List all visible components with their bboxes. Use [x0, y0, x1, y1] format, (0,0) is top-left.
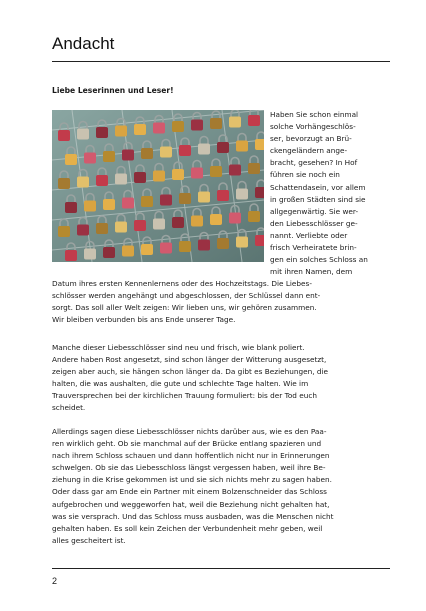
text-line: frisch Verheiratete brin- — [270, 243, 357, 253]
padlock-body — [84, 201, 96, 212]
padlock-body — [153, 171, 165, 182]
text-line: Trauversprechen bei der kirchlichen Trauung formuliert: bis der Tod euch — [52, 391, 317, 401]
padlock-body — [255, 187, 264, 198]
padlock-body — [217, 238, 229, 249]
padlock-body — [115, 222, 127, 233]
padlock-body — [65, 154, 77, 165]
text-line: allgegenwärtig. Sie wer- — [270, 206, 359, 216]
padlock-body — [141, 196, 153, 207]
padlock-body — [134, 220, 146, 231]
love-locks-illustration — [52, 110, 264, 262]
padlock-body — [229, 213, 241, 224]
padlock-body — [179, 241, 191, 252]
padlock-body — [248, 115, 260, 126]
padlock-body — [96, 127, 108, 138]
paragraph-2 — [52, 342, 392, 415]
text-line: ser, bevorzugt an Brü- — [270, 134, 352, 144]
padlock-body — [191, 216, 203, 227]
padlock-body — [134, 172, 146, 183]
padlock-body — [58, 226, 70, 237]
padlock-body — [65, 250, 77, 261]
padlock-body — [115, 174, 127, 185]
padlock-body — [248, 163, 260, 174]
padlock-body — [172, 217, 184, 228]
paragraph-3 — [52, 426, 392, 547]
text-line: ren wirklich geht. Ob sie manchmal auf der Brücke entlang spazieren und — [52, 439, 322, 449]
text-line: Allerdings sagen diese Liebesschlösser nichts darüber aus, wie es den Paa- — [52, 427, 327, 436]
text-line: Schattendasein, vor allem — [270, 182, 366, 192]
header-divider — [52, 61, 390, 62]
text-line: schwelgen. Ob sie das Liebesschloss längst vergessen haben, weil ihre Be- — [52, 463, 326, 473]
padlock-body — [65, 202, 77, 213]
page-number: 2 — [52, 576, 58, 586]
text-line: alles gescheitert ist. — [52, 535, 126, 545]
text-line: nannt. Verliebte oder — [270, 230, 348, 240]
text-line: mit ihren Namen, dem — [270, 267, 353, 277]
text-line: sorgt. Das soll aller Welt zeigen: Wir lieben uns, wir gehören zusammen. — [52, 303, 317, 313]
padlock-body — [84, 249, 96, 260]
padlock-body — [77, 225, 89, 236]
padlock-body — [153, 219, 165, 230]
padlock-body — [172, 121, 184, 132]
padlock-body — [103, 199, 115, 210]
padlock-body — [103, 247, 115, 258]
text-line: Datum ihres ersten Kennenlernens oder des Hochzeitstags. Die Liebes- — [52, 279, 312, 288]
padlock-body — [229, 117, 241, 128]
padlock-body — [122, 246, 134, 257]
padlock-body — [236, 237, 248, 248]
padlock-body — [210, 166, 222, 177]
padlock-body — [160, 243, 172, 254]
text-line: Wir bleiben verbunden bis ans Ende unserer Tage. — [52, 315, 236, 325]
padlock-body — [77, 129, 89, 140]
text-line: ckengeländern ange- — [270, 146, 348, 156]
text-line: was sie versprach. Und das Schloss muss ausbaden, was die Menschen nicht — [52, 511, 334, 521]
padlock-body — [58, 130, 70, 141]
text-line: Andere haben Rost angesetzt, sind schon länger der Witterung ausgesetzt, — [52, 355, 327, 365]
intro-paragraph-wrapped — [270, 109, 394, 278]
padlock-body — [103, 151, 115, 162]
padlock-body — [210, 118, 222, 129]
padlock-body — [198, 240, 210, 251]
padlock-body — [179, 193, 191, 204]
padlock-body — [115, 126, 127, 137]
padlock-body — [198, 144, 210, 155]
intro-paragraph-continued — [52, 278, 392, 326]
padlock-body — [160, 147, 172, 158]
text-line: halten, die was aushalten, die gute und schlechte Tage halten. Wie im — [52, 379, 309, 389]
padlock-body — [153, 123, 165, 134]
text-line: ziehung in die Krise gekommen ist und sie sich nichts mehr zu sagen haben. — [52, 475, 332, 485]
padlock-body — [96, 175, 108, 186]
padlock-body — [96, 223, 108, 234]
padlock-body — [217, 142, 229, 153]
padlock-body — [179, 145, 191, 156]
padlock-body — [77, 177, 89, 188]
padlock-body — [255, 235, 264, 246]
section-title: Andacht — [52, 34, 115, 53]
padlock-body — [191, 120, 203, 131]
text-line: solche Vorhängeschlös- — [270, 122, 356, 132]
text-line: zeigen aber auch, sie hängen schon länger da. Da gibt es Beziehungen, die — [52, 367, 329, 377]
padlock-body — [141, 148, 153, 159]
text-line: gen ein solches Schloss an — [270, 255, 368, 265]
padlock-body — [122, 150, 134, 161]
padlock-body — [160, 195, 172, 206]
text-line: nach ihrem Schloss schauen und dann hoffentlich nicht nur in Erinnerungen — [52, 451, 330, 461]
text-line: Manche dieser Liebesschlösser sind neu und frisch, wie blank poliert. — [52, 343, 305, 352]
padlock-body — [122, 198, 134, 209]
text-line: in großen Städten sind sie — [270, 194, 366, 204]
text-line: schlösser werden angehängt und abgeschlossen, der Schlüssel dann ent- — [52, 291, 321, 301]
padlock-body — [58, 178, 70, 189]
padlock-body — [236, 189, 248, 200]
padlock-body — [236, 141, 248, 152]
padlock-body — [84, 153, 96, 164]
text-line: scheidet. — [52, 403, 86, 413]
padlock-body — [255, 139, 264, 150]
text-line: führen sie noch ein — [270, 170, 340, 180]
salutation-heading: Liebe Leserinnen und Leser! — [52, 86, 174, 95]
text-line: bracht, gesehen? In Hof — [270, 158, 358, 168]
padlock-body — [210, 214, 222, 225]
text-line: Haben Sie schon einmal — [270, 110, 359, 119]
love-locks-photo — [52, 110, 264, 262]
padlock-body — [229, 165, 241, 176]
padlock-body — [134, 124, 146, 135]
padlock-body — [248, 211, 260, 222]
padlock-body — [191, 168, 203, 179]
padlock-body — [217, 190, 229, 201]
text-line: aufgebrochen und weggeworfen hat, weil die Beziehung nicht gehalten hat, — [52, 499, 330, 509]
text-line: gehalten haben. Es soll kein Zeichen der Verbundenheit mehr geben, weil — [52, 523, 323, 533]
padlock-body — [141, 244, 153, 255]
text-line: Oder dass gar am Ende ein Partner mit einem Bolzenschneider das Schloss — [52, 487, 327, 497]
padlock-body — [198, 192, 210, 203]
padlock-body — [172, 169, 184, 180]
text-line: den Liebesschlösser ge- — [270, 218, 358, 228]
footer-divider — [52, 568, 390, 569]
